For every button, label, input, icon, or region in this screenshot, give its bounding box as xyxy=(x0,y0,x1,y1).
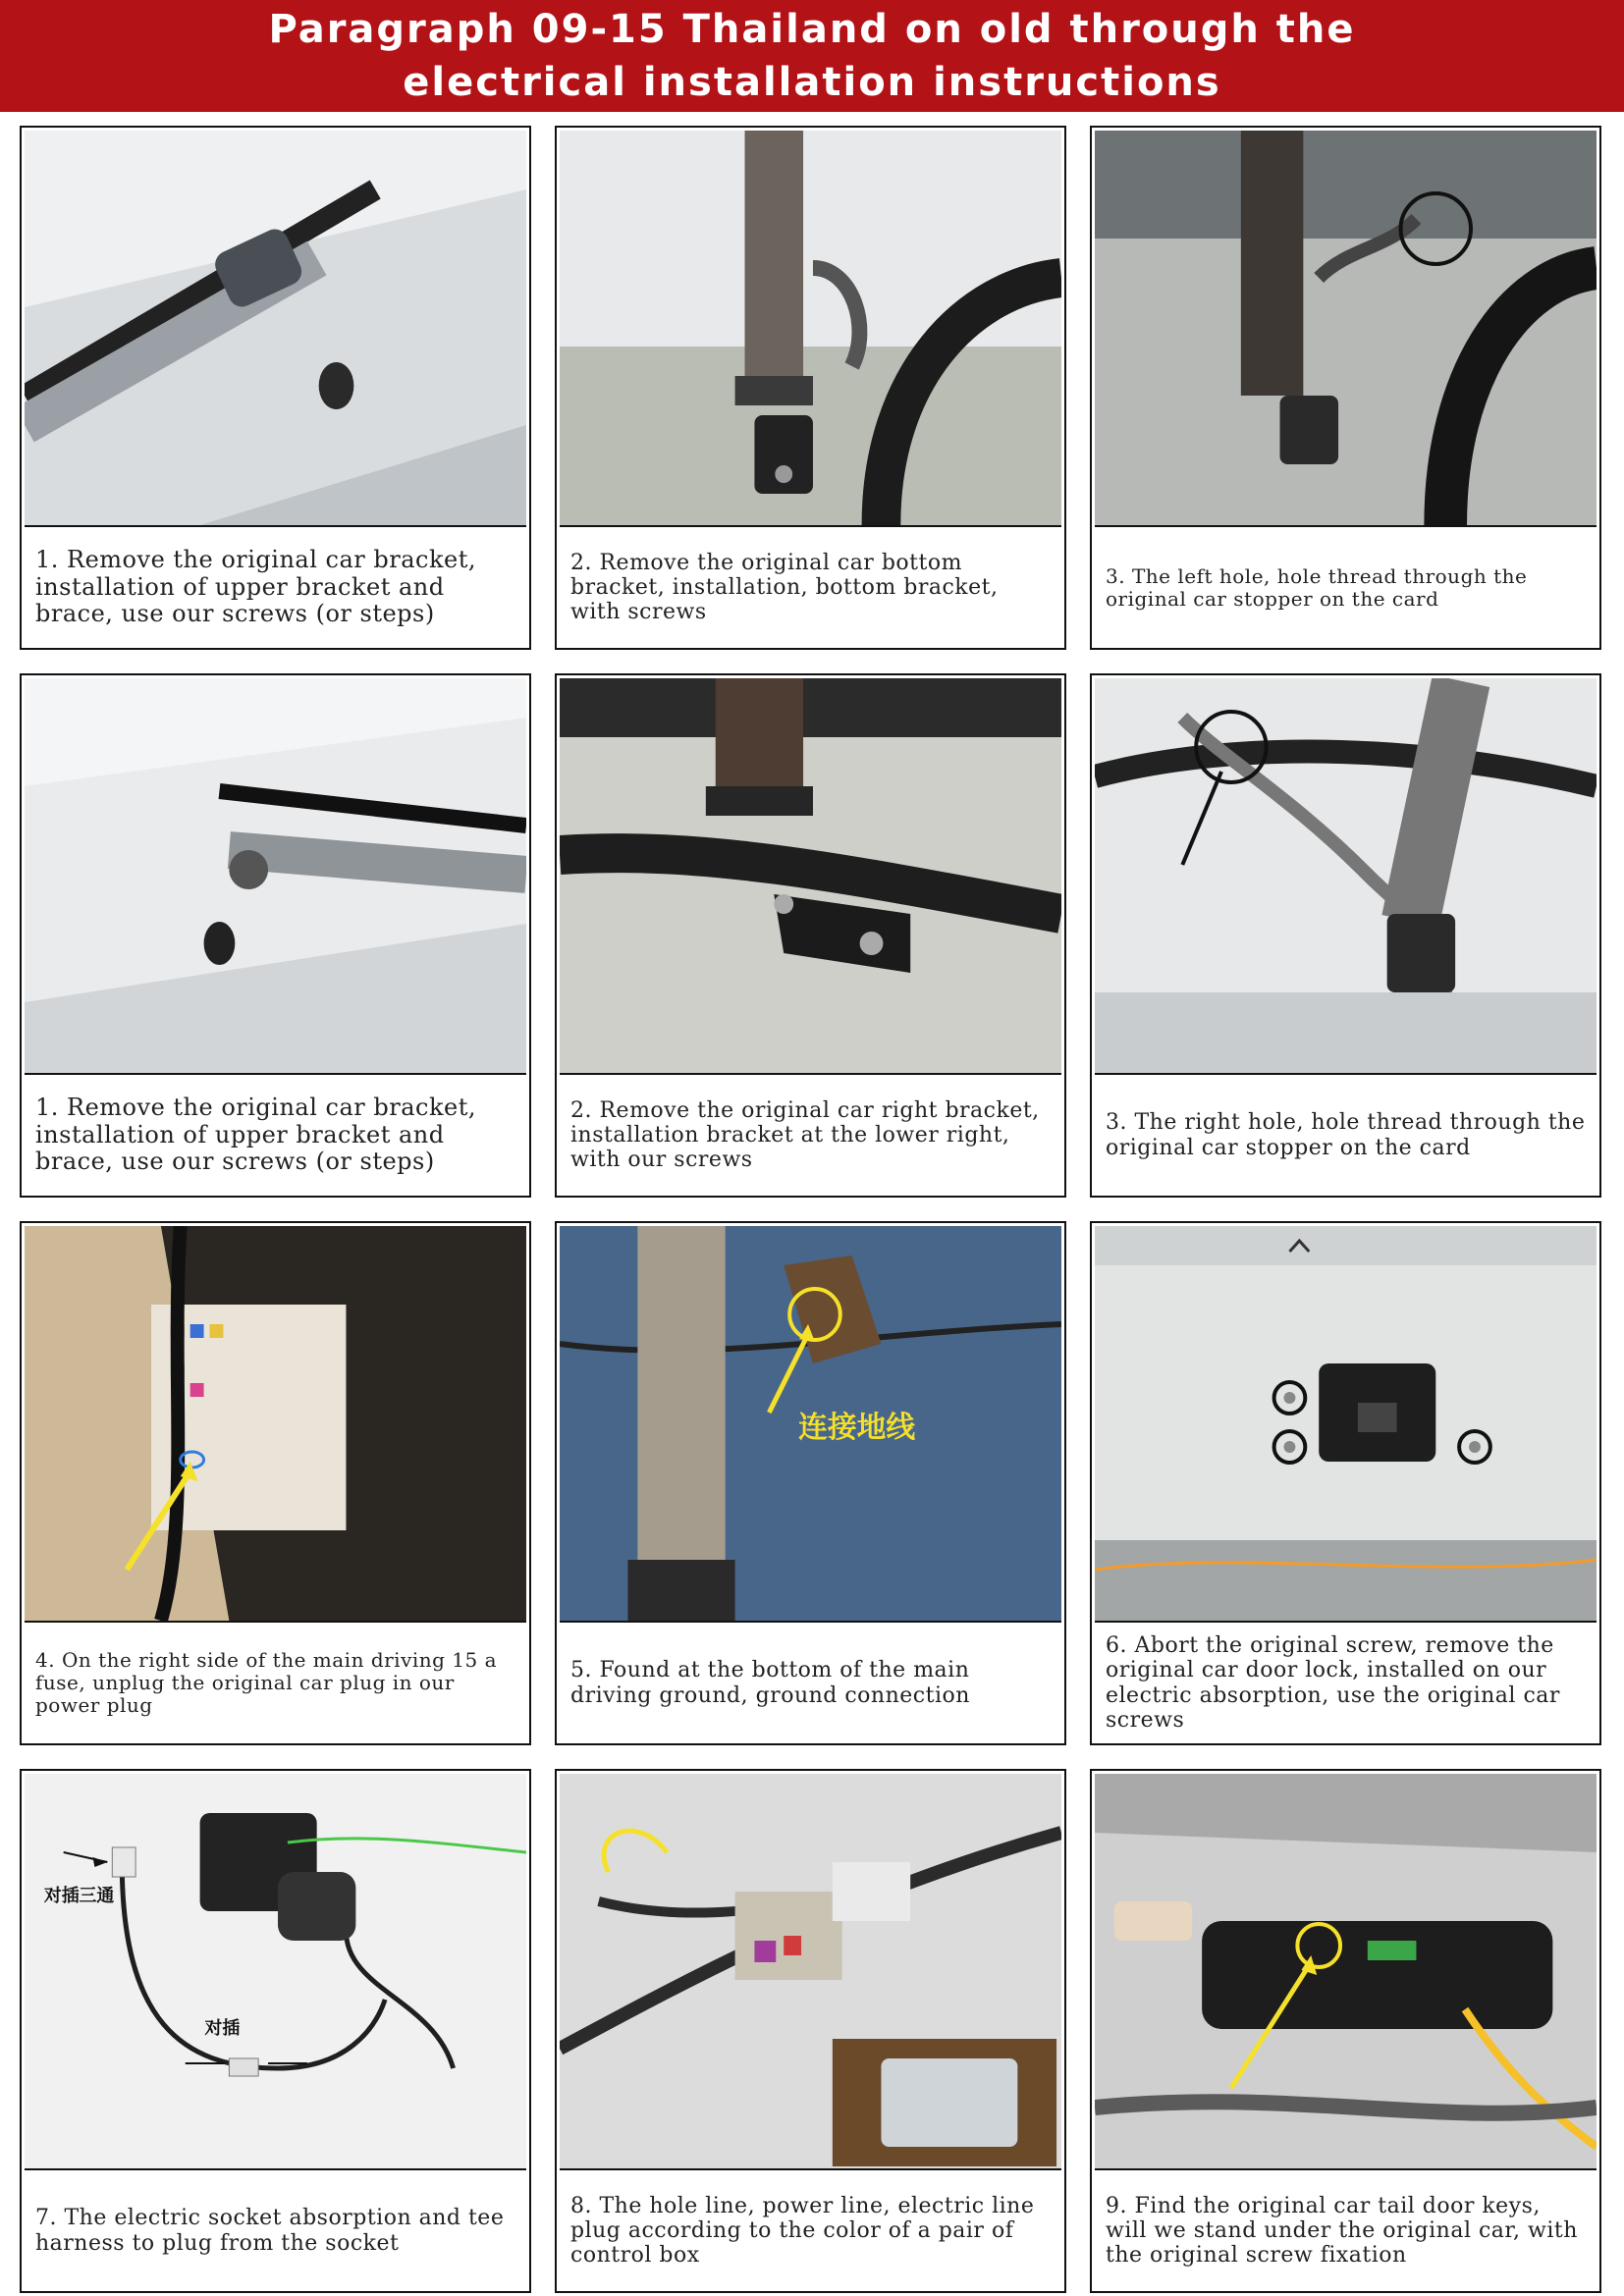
step-card-7 xyxy=(20,1221,531,1745)
step-caption-5: 2. Remove the original car right bracket, installation bracket at the lower right, with our screws xyxy=(570,1097,1040,1173)
step-photo-7 xyxy=(25,1226,526,1623)
step-caption-8: 5. Found at the bottom of the main driving ground, ground connection xyxy=(570,1658,970,1708)
step-card-9 xyxy=(1090,1221,1601,1745)
step-photo-4 xyxy=(25,678,526,1075)
step-caption-9: 6. Abort the original screw, remove the original car door lock, installed on our electric absorption, use the original car screws xyxy=(1106,1632,1560,1733)
step-overlay-5: 连接地线 xyxy=(798,1410,916,1446)
title-banner xyxy=(0,0,1624,112)
step-overlay-7b: 对插 xyxy=(204,2017,241,2040)
step-photo-12 xyxy=(1095,1774,1597,2170)
step-caption-1: 1. Remove the original car bracket, installation of upper bracket and brace, use our screws (or steps) xyxy=(35,546,476,628)
step-photo-9 xyxy=(1095,1226,1597,1623)
step-card-6 xyxy=(1090,673,1601,1198)
step-card-1 xyxy=(20,126,531,650)
step-card-8 xyxy=(555,1221,1066,1745)
step-caption-3: 3. The left hole, hole thread through the original car stopper on the card xyxy=(1106,563,1528,611)
step-photo-2 xyxy=(560,131,1061,527)
step-card-10 xyxy=(20,1769,531,2293)
step-photo-1 xyxy=(25,131,526,527)
step-caption-12: 9. Find the original car tail door keys, will we stand under the original car, with the original screw fixation xyxy=(1106,2193,1578,2269)
step-caption-6: 3. The right hole, hole thread through the original car stopper on the card xyxy=(1106,1110,1586,1160)
step-photo-3 xyxy=(1095,131,1597,527)
step-caption-2: 2. Remove the original car bottom bracket, installation, bottom bracket, with screws xyxy=(570,550,999,625)
step-card-3 xyxy=(1090,126,1601,650)
step-overlay-7a: 对插三通 xyxy=(43,1885,115,1907)
step-card-5 xyxy=(555,673,1066,1198)
step-photo-5 xyxy=(560,678,1061,1075)
step-card-12 xyxy=(1090,1769,1601,2293)
title-line-2: electrical installation instructions xyxy=(403,60,1221,105)
step-caption-11: 8. The hole line, power line, electric line plug according to the color of a pair of control box xyxy=(570,2193,1035,2269)
step-photo-8 xyxy=(560,1226,1061,1623)
step-card-4 xyxy=(20,673,531,1198)
step-card-11 xyxy=(555,1769,1066,2293)
step-card-2 xyxy=(555,126,1066,650)
step-caption-7: 4. On the right side of the main driving 15 a fuse, unplug the original car plug in our power plug xyxy=(35,1648,498,1717)
steps-grid xyxy=(20,126,1602,2293)
step-photo-10 xyxy=(25,1774,526,2170)
step-caption-4: 1. Remove the original car bracket, installation of upper bracket and brace, use our screws (or steps) xyxy=(35,1094,476,1176)
step-caption-10: 7. The electric socket absorption and tee harness to plug from the socket xyxy=(35,2206,505,2256)
step-photo-11 xyxy=(560,1774,1061,2170)
step-photo-6 xyxy=(1095,678,1597,1075)
title-line-1: Paragraph 09-15 Thailand on old through the xyxy=(268,7,1356,52)
